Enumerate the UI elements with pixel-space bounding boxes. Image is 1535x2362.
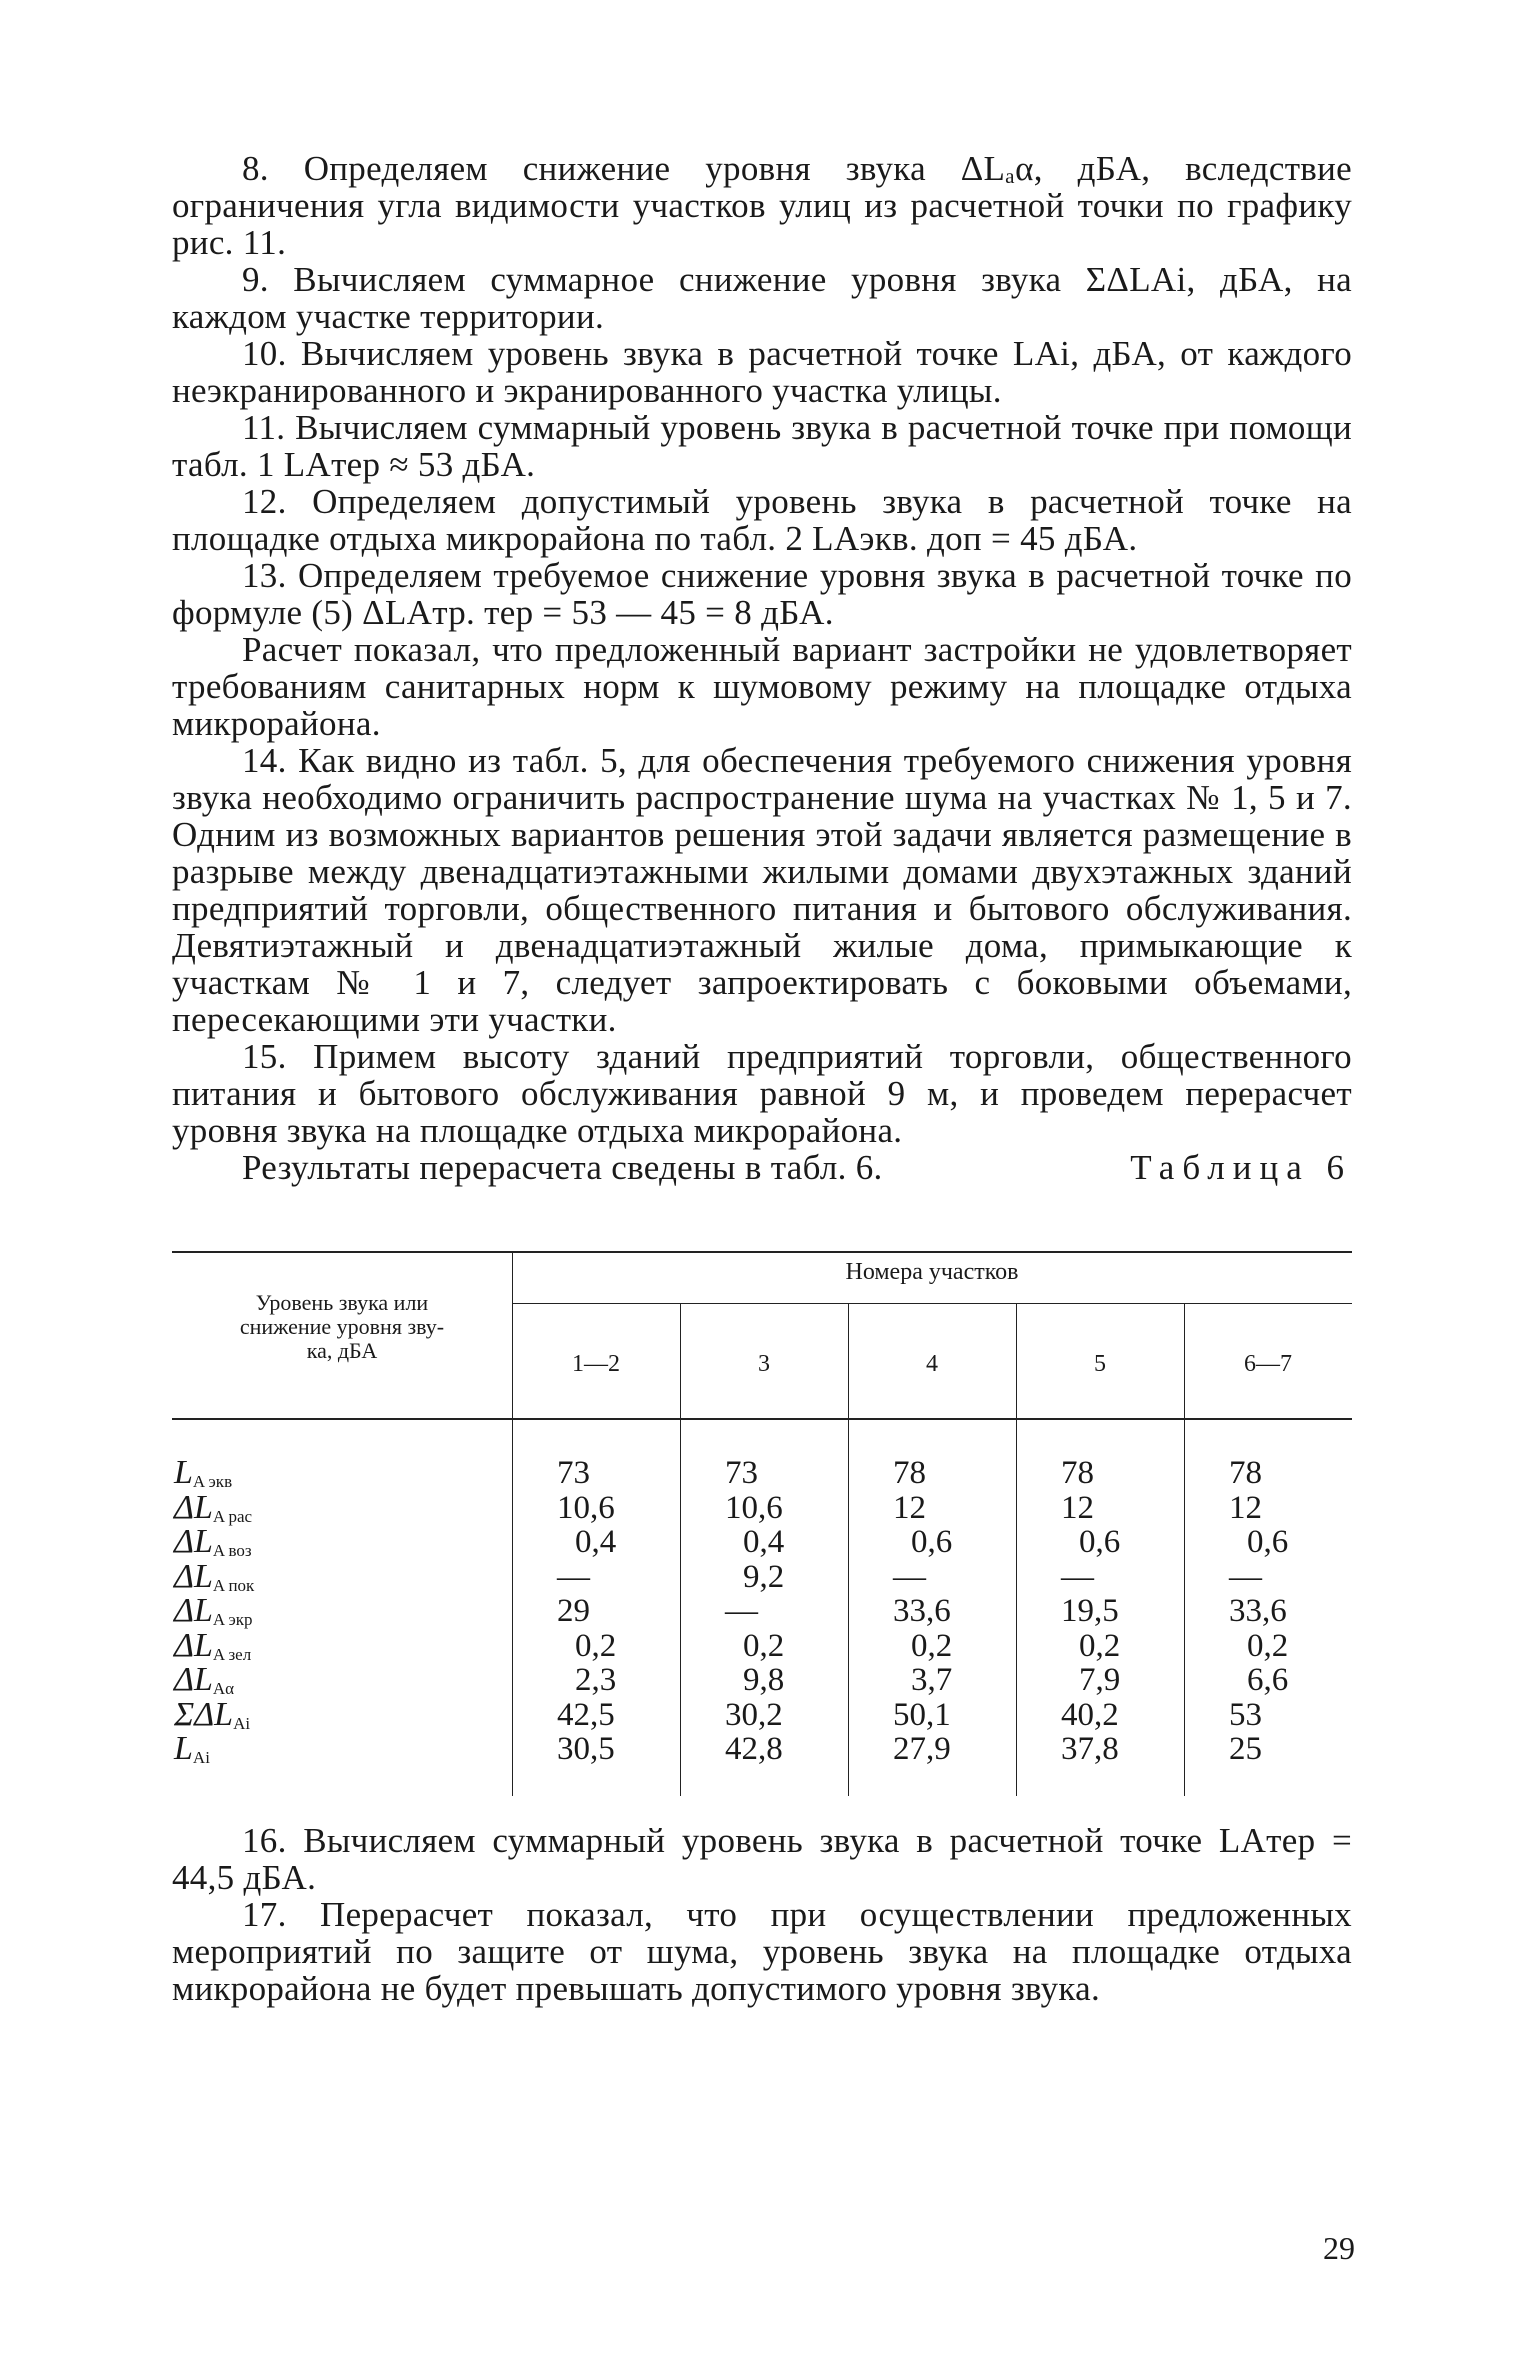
table-cell: —: [1061, 1558, 1094, 1595]
table-cell: 0,4: [575, 1524, 617, 1560]
table-cell: 19,5: [1061, 1593, 1119, 1629]
table-cell: 2,3: [575, 1662, 617, 1698]
table-header-rule: [172, 1418, 1352, 1420]
table-6: [172, 1251, 1352, 1796]
data-column-4: [893, 1456, 952, 1767]
table-cell: —: [893, 1558, 926, 1595]
row-label: $L_{A экв}$: [174, 1454, 233, 1491]
stub-header-line: Уровень звука или: [255, 1290, 429, 1315]
table-cell: 12: [893, 1489, 926, 1526]
stub-header-line: снижение уровня зву-: [239, 1314, 445, 1339]
table-cell: 0,4: [743, 1524, 785, 1560]
table-cell: 42,8: [725, 1731, 783, 1767]
row-label: $\Delta L_{A воз}$: [174, 1523, 252, 1560]
table-cell: 12: [1229, 1489, 1262, 1526]
row-label: $\Sigma\Delta L_{Ai}$: [174, 1695, 251, 1733]
table-cell: 0,2: [911, 1627, 953, 1664]
table-cell: 73: [557, 1455, 590, 1491]
table-cell: 33,6: [893, 1593, 951, 1629]
row-label: $L_{Ai}$: [174, 1730, 210, 1767]
table-cell: 30,2: [725, 1696, 783, 1733]
table-cell: 27,9: [893, 1731, 951, 1767]
table-cell: —: [725, 1593, 758, 1629]
body-text-bottom: [172, 1822, 1352, 2007]
row-label: $\Delta L_{A экр}$: [174, 1592, 253, 1629]
table-cell: 29: [557, 1593, 590, 1629]
table-cell: 7,9: [1079, 1662, 1121, 1698]
table-cell: 53: [1229, 1696, 1262, 1733]
column-header: 5: [1094, 1351, 1106, 1377]
table-cell: 25: [1229, 1731, 1262, 1767]
paragraph-8: 8. Определяем снижение уровня звука ΔLₐα, дБА, вследствие ограничения угла видимости участков улиц из расчетной точки по графику рис. 11.: [172, 149, 1352, 262]
table-cell: 78: [1229, 1455, 1262, 1491]
table-caption: Таблица 6: [1130, 1148, 1352, 1187]
table-cell: 40,2: [1061, 1696, 1119, 1733]
table-cell: 42,5: [557, 1696, 615, 1733]
row-label: $\Delta L_{A зел}$: [174, 1626, 252, 1664]
table-cell: 9,8: [743, 1662, 785, 1698]
row-label: $\Delta L_{A рас}$: [174, 1488, 253, 1526]
table-cell: 0,6: [911, 1524, 953, 1560]
table-cell: 3,7: [911, 1662, 953, 1698]
paragraph-10: 10. Вычисляем уровень звука в расчетной точке LAi, дБА, от каждого неэкранированного и экранированного участка улицы.: [172, 334, 1352, 410]
paragraph-results: Результаты перерасчета сведены в табл. 6.: [242, 1148, 883, 1187]
table-cell: 33,6: [1229, 1593, 1287, 1629]
row-labels: [174, 1456, 254, 1767]
table-cell: 12: [1061, 1489, 1094, 1526]
column-header: 6—7: [1244, 1351, 1292, 1377]
data-column-3: [725, 1456, 784, 1767]
data-column-5: [1061, 1456, 1120, 1767]
table-subheader-rule: [512, 1303, 1352, 1304]
stub-header-line: ка, дБА: [306, 1338, 378, 1363]
row-label: $\Delta L_{A пок}$: [174, 1557, 255, 1595]
table-cell: 30,5: [557, 1731, 615, 1767]
table-cell: 6,6: [1247, 1662, 1289, 1698]
group-header: Номера участков: [845, 1259, 1019, 1285]
table-cell: 0,2: [1247, 1627, 1289, 1664]
table-divider: [512, 1251, 513, 1796]
body-text-top: [172, 150, 1352, 1186]
paragraph-9: 9. Вычисляем суммарное снижение уровня звука ΣΔLAi, дБА, на каждом участке территории.: [172, 260, 1352, 336]
paragraph-17: 17. Перерасчет показал, что при осуществлении предложенных мероприятий по защите от шума, уровень звука на площадке отдыха микрорайона не будет превышать допустимого уровня звука.: [172, 1895, 1352, 2008]
table-cell: —: [557, 1558, 590, 1595]
paragraph-conclusion: Расчет показал, что предложенный вариант застройки не удовлетворяет требованиям санитарных норм к шумовому режиму на площадке отдыха микрорайона.: [172, 630, 1352, 743]
table-cell: 9,2: [743, 1558, 785, 1595]
paragraph-15: 15. Примем высоту зданий предприятий торговли, общественного питания и бытового обслуживания равной 9 м, и проведем перерасчет уровня звука на площадке отдыха микрорайона.: [172, 1037, 1352, 1150]
table-cell: 0,6: [1247, 1524, 1289, 1560]
column-header: 3: [758, 1351, 770, 1377]
paragraph-16: 16. Вычисляем суммарный уровень звука в расчетной точке LAтер = 44,5 дБА.: [172, 1821, 1352, 1897]
table-cell: 0,2: [1079, 1627, 1121, 1664]
table-cell: 78: [1061, 1455, 1094, 1491]
column-header: 1—2: [572, 1351, 620, 1377]
data-column-6-7: [1229, 1456, 1288, 1767]
stub-header: [172, 1291, 512, 1363]
table-cell: 37,8: [1061, 1731, 1119, 1767]
column-header: 4: [926, 1351, 938, 1377]
paragraph-13: 13. Определяем требуемое снижение уровня звука в расчетной точке по формуле (5) ΔLAтр. тер = 53 — 45 = 8 дБА.: [172, 556, 1352, 632]
data-column-1-2: [557, 1456, 616, 1767]
paragraph-14: 14. Как видно из табл. 5, для обеспечения требуемого снижения уровня звука необходимо ограничить распространение шума на участках № 1, 5 и 7. Одним из возможных вариантов решения этой задачи является размещение в разрыве между двенадцатиэтажными жилыми домами двухэтажных зданий предприятий торговли, общественного питания и бытового обслуживания. Девятиэтажный и двенадцатиэтажный жилые дома, примыкающие к участкам № 1 и 7, следует запроектировать с боковыми объемами, пересекающими эти участки.: [172, 741, 1352, 1039]
table-cell: 78: [893, 1455, 926, 1491]
table-cell: 10,6: [557, 1489, 615, 1526]
page-number: 29: [1323, 2230, 1355, 2266]
table-cell: 50,1: [893, 1696, 951, 1733]
table-cell: 10,6: [725, 1489, 783, 1526]
table-cell: 0,2: [743, 1627, 785, 1664]
table-top-rule: [172, 1251, 1352, 1253]
paragraph-12: 12. Определяем допустимый уровень звука в расчетной точке на площадке отдыха микрорайона по табл. 2 LAэкв. доп = 45 дБА.: [172, 482, 1352, 558]
table-cell: 0,2: [575, 1627, 617, 1664]
table-cell: 73: [725, 1455, 758, 1491]
table-cell: 0,6: [1079, 1524, 1121, 1560]
paragraph-11: 11. Вычисляем суммарный уровень звука в расчетной точке при помощи табл. 1 LAтер ≈ 53 дБА.: [172, 408, 1352, 484]
row-label: $\Delta L_{A\alpha}$: [174, 1661, 235, 1698]
table-cell: —: [1229, 1558, 1262, 1595]
